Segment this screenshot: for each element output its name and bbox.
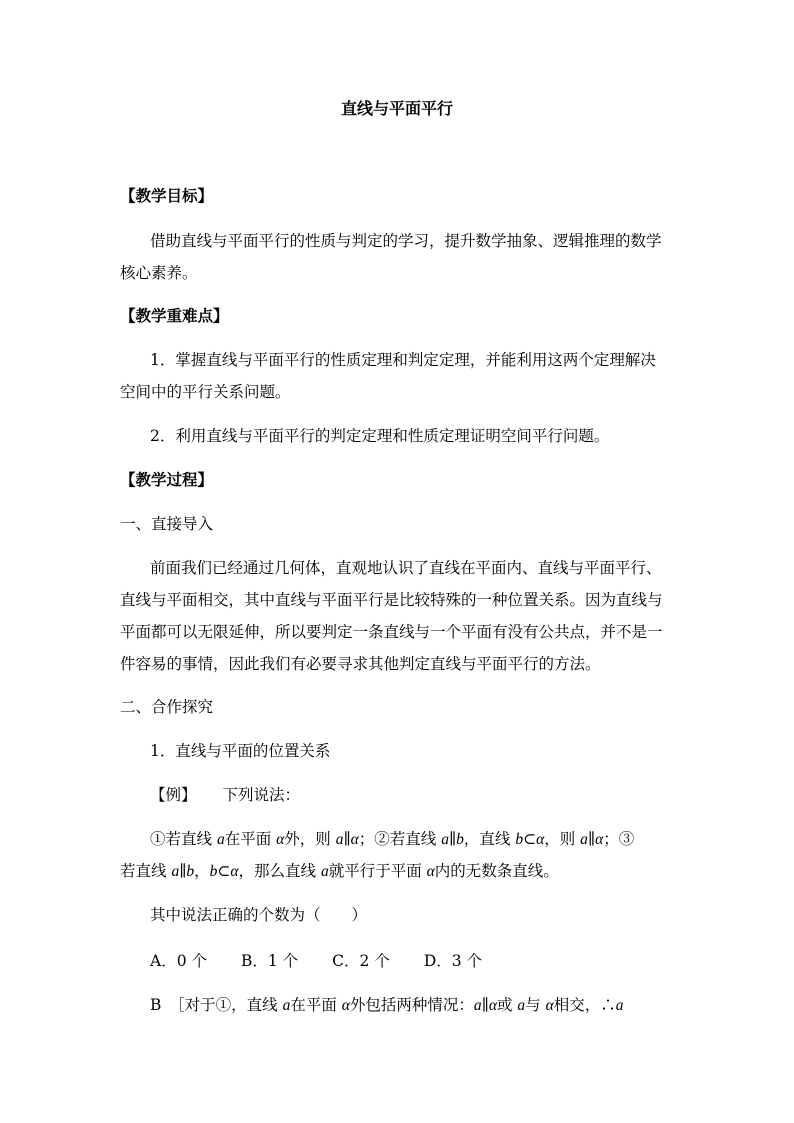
keypoint-line: 空间中的平行关系问题。: [120, 383, 291, 401]
options-line: [150, 951, 482, 971]
option-d: D．3 个: [423, 952, 483, 970]
option-c: C．2 个: [332, 952, 390, 970]
part2-heading: 二、合作探究: [120, 698, 214, 716]
statement-line: ①若直线 a在平面 α外，则 a∥α；②若直线 a∥b，直线 b⊂α，则 a∥α；③: [150, 830, 635, 848]
objectives-line: 核心素养。: [120, 264, 198, 282]
part1-heading: 一、直接导入: [120, 515, 214, 533]
part2-subheading: 1．直线与平面的位置关系: [150, 742, 331, 760]
part1-line: 平面都可以无限延伸，所以要判定一条直线与一个平面有没有公共点，并不是一: [120, 623, 663, 641]
page-title: 直线与平面平行: [340, 99, 453, 118]
objectives-heading: 【教学目标】: [120, 186, 214, 205]
example-line: [150, 785, 300, 805]
question-line: 其中说法正确的个数为（ ）: [150, 906, 368, 924]
part1-line: 件容易的事情，因此我们有必要寻求其他判定直线与平面平行的方法。: [120, 655, 601, 673]
statement-line: 若直线 a∥b，b⊂α，那么直线 a就平行于平面 α内的无数条直线。: [120, 862, 559, 880]
example-text: 下列说法：: [222, 786, 301, 804]
option-b: B．1 个: [240, 952, 299, 970]
keypoint-line: 1．掌握直线与平面平行的性质定理和判定定理，并能利用这两个定理解决: [150, 351, 656, 369]
part1-line: 前面我们已经通过几何体，直观地认识了直线在平面内、直线与平面平行、: [150, 559, 662, 577]
example-label: 【例】: [150, 786, 197, 804]
part1-line: 直线与平面相交，其中直线与平面平行是比较特殊的一种位置关系。因为直线与: [120, 591, 663, 609]
objectives-line: 借助直线与平面平行的性质与判定的学习，提升数学抽象、逻辑推理的数学: [150, 232, 662, 250]
keypoint-line: 2．利用直线与平面平行的判定定理和性质定理证明空间平行问题。: [150, 427, 610, 445]
answer-line: B ［对于①，直线 a在平面 α外包括两种情况：a∥α或 a与 α相交，∴a: [150, 996, 624, 1014]
keypoints-heading: 【教学重难点】: [120, 306, 229, 325]
process-heading: 【教学过程】: [120, 470, 214, 489]
option-a: A．0 个: [150, 952, 207, 970]
